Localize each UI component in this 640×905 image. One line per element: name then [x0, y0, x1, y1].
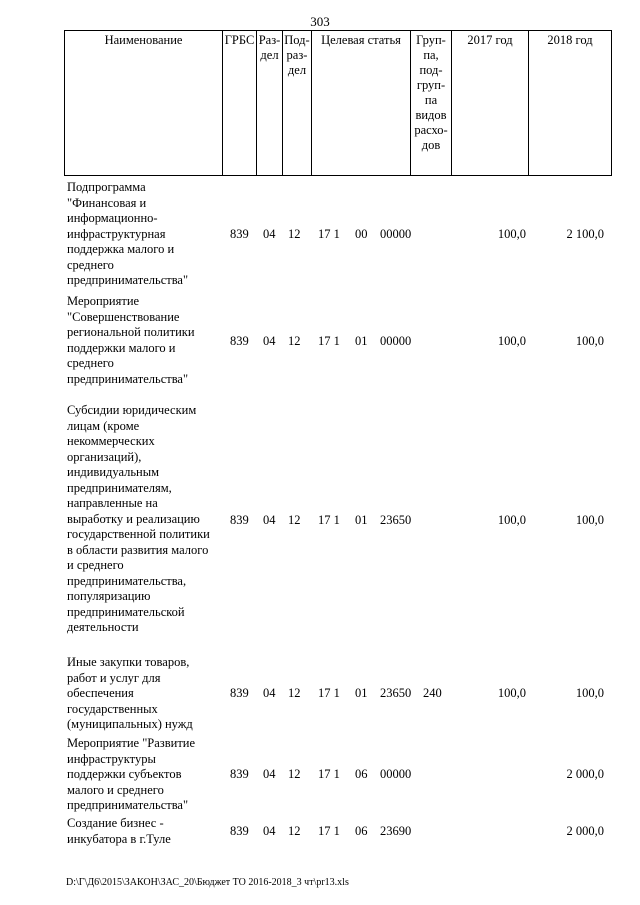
row-target-code: 00000 [380, 767, 412, 781]
row-name [67, 294, 227, 387]
row-target-program: 17 1 [318, 824, 340, 838]
row-name-line: направленные на [67, 496, 158, 510]
row-2017: 100,0 [497, 227, 526, 241]
row-name-line: региональной политики [67, 325, 195, 339]
row-grbs: 839 [230, 334, 249, 348]
row-2017: 100,0 [497, 513, 526, 527]
header-razdel-line: Раз- [258, 33, 281, 47]
row-2018: 2 000,0 [566, 824, 604, 838]
row-razdel: 04 [263, 767, 276, 781]
row-name-line: предпринимательства, [67, 573, 187, 588]
header-group-line: под- [419, 63, 443, 77]
row-2018: 100,0 [575, 513, 604, 527]
header-group-line: дов [421, 138, 441, 152]
row-target-program: 17 1 [318, 686, 340, 700]
row-name-line: и среднего [67, 558, 124, 572]
row-name [67, 403, 227, 636]
row-razdel: 04 [263, 334, 276, 348]
row-2018: 2 100,0 [566, 227, 604, 241]
header-target: Целевая статья [321, 33, 401, 47]
row-name-line: Мероприятие "Развитие [67, 736, 196, 750]
header-2017: 2017 год [467, 33, 513, 47]
row-name-line: "Совершенствование [67, 309, 180, 324]
row-group: 240 [423, 686, 442, 700]
row-name-line: инфраструктуры [67, 751, 156, 766]
row-name-line: организаций), [67, 449, 142, 464]
header-group-line: па, [423, 48, 439, 62]
row-name-line: поддержки субъектов [67, 767, 182, 781]
row-2018: 2 000,0 [566, 767, 604, 781]
row-name [67, 655, 227, 733]
row-name-line: предпринимательской [67, 604, 185, 619]
row-target-event: 01 [355, 686, 368, 700]
row-name-line: малого и среднего [67, 782, 164, 797]
row-target-program: 17 1 [318, 767, 340, 781]
row-name-line: информационно- [67, 211, 158, 225]
row-name-line: лицам (кроме [67, 418, 140, 433]
row-name-line: государственных [67, 701, 158, 716]
row-name-line: инфраструктурная [67, 226, 166, 241]
row-target-program: 17 1 [318, 513, 340, 527]
page-number: 303 [310, 14, 330, 29]
row-grbs: 839 [230, 227, 249, 241]
file-path-footer: D:\Г\Д6\2015\ЗАКОН\ЗАС_20\Бюджет ТО 2016-2018_3 чт\рr13.xls [66, 877, 349, 888]
row-razdel: 04 [263, 513, 276, 527]
row-name-line: популяризацию [67, 589, 151, 603]
row-name-line: Иные закупки товаров, [67, 655, 190, 669]
row-target-code: 23650 [380, 686, 412, 700]
row-grbs: 839 [230, 686, 249, 700]
row-name-line: предпринимательства" [67, 273, 189, 287]
row-grbs: 839 [230, 513, 249, 527]
row-podrazdel: 12 [288, 767, 301, 781]
header-group-line: расхо- [414, 123, 448, 137]
row-target-code: 23690 [380, 824, 412, 838]
row-target-program: 17 1 [318, 227, 340, 241]
row-name [67, 816, 227, 847]
header-podrazdel-line: раз- [286, 48, 308, 62]
row-name-line: поддержки малого и [67, 340, 176, 355]
row-name-line: Мероприятие [67, 294, 140, 308]
header-podrazdel-line: Под- [284, 33, 310, 47]
row-target-event: 01 [355, 513, 368, 527]
row-grbs: 839 [230, 767, 249, 781]
row-podrazdel: 12 [288, 227, 301, 241]
row-name-line: предпринимательства" [67, 371, 189, 386]
row-razdel: 04 [263, 686, 276, 700]
row-name-line: инкубатора в г.Туле [67, 831, 171, 846]
row-name-line: государственной политики [67, 527, 210, 541]
row-target-event: 01 [355, 334, 368, 348]
row-target-program: 17 1 [318, 334, 340, 348]
header-razdel-line: дел [260, 48, 279, 62]
header-grbs: ГРБС [224, 33, 255, 47]
row-target-code: 00000 [380, 334, 412, 348]
row-name-line: индивидуальным [67, 465, 160, 479]
row-name-line: предпринимательства" [67, 798, 189, 812]
header-group-line: па [424, 93, 438, 107]
header-podrazdel [283, 31, 311, 175]
row-razdel: 04 [263, 824, 276, 838]
row-podrazdel: 12 [288, 334, 301, 348]
row-2018: 100,0 [575, 686, 604, 700]
header-group-line: груп- [416, 78, 446, 92]
header-group-line: Груп- [416, 33, 446, 47]
row-name-line: поддержка малого и [67, 242, 175, 256]
row-2018: 100,0 [575, 334, 604, 348]
table-header [64, 30, 612, 176]
header-name: Наименование [104, 33, 183, 47]
header-2018: 2018 год [547, 33, 593, 47]
row-name-line: предпринимателям, [67, 480, 172, 495]
row-name-line: некоммерческих [67, 434, 155, 448]
row-name-line: в области развития малого [67, 542, 209, 557]
header-group-line: видов [415, 108, 447, 122]
row-target-code: 23650 [380, 513, 412, 527]
row-name-line: Субсидии юридическим [67, 403, 197, 417]
row-grbs: 839 [230, 824, 249, 838]
row-name-line: "Финансовая и [67, 195, 147, 210]
row-name-line: среднего [67, 356, 114, 370]
row-target-event: 00 [355, 227, 368, 241]
row-name [67, 736, 227, 814]
row-podrazdel: 12 [288, 513, 301, 527]
row-2017: 100,0 [497, 334, 526, 348]
row-name-line: Создание бизнес - [67, 816, 164, 830]
row-name-line: Подпрограмма [67, 180, 146, 194]
row-target-event: 06 [355, 824, 368, 838]
row-name-line: среднего [67, 257, 114, 272]
row-name [67, 180, 227, 289]
row-name-line: деятельности [67, 620, 139, 634]
row-name-line: обеспечения [67, 686, 134, 700]
header-group [411, 31, 451, 175]
row-2017: 100,0 [497, 686, 526, 700]
row-name-line: (муниципальных) нужд [67, 717, 193, 731]
row-podrazdel: 12 [288, 824, 301, 838]
row-target-event: 06 [355, 767, 368, 781]
row-target-code: 00000 [380, 227, 412, 241]
row-podrazdel: 12 [288, 686, 301, 700]
header-podrazdel-line: дел [287, 63, 307, 77]
header-razdel [257, 31, 282, 175]
row-razdel: 04 [263, 227, 276, 241]
row-name-line: работ и услуг для [67, 670, 161, 685]
row-name-line: выработку и реализацию [67, 511, 200, 526]
